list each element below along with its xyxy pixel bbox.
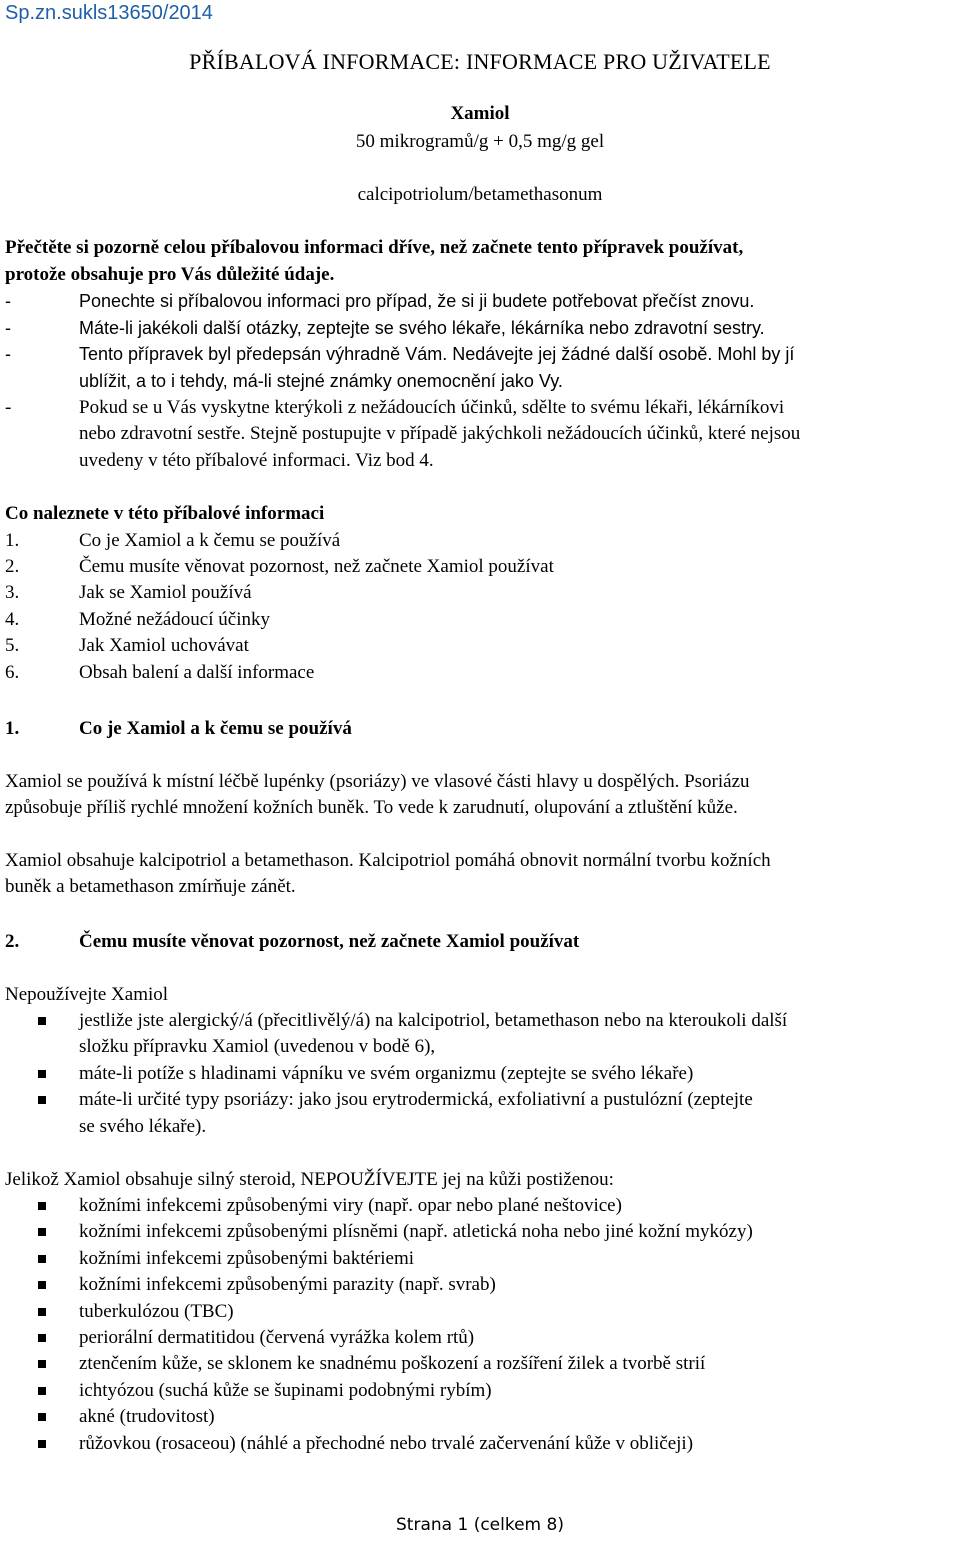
section-2-subheading: Nepoužívejte Xamiol xyxy=(5,984,169,1005)
list-item: máte-li potíže s hladinami vápníku ve svém organizmu (zeptejte se svého lékaře) xyxy=(79,1063,694,1084)
list-item: růžovkou (rosaceou) (náhlé a přechodné nebo trvalé začervenání kůže v obličeji) xyxy=(79,1433,694,1454)
toc-item: Možné nežádoucí účinky xyxy=(79,609,270,630)
section-1-number: 1. xyxy=(5,718,20,739)
dash-bullet: - xyxy=(5,291,11,311)
toc-number: 1. xyxy=(5,530,20,551)
toc-number: 4. xyxy=(5,609,20,630)
bullet-square-icon xyxy=(38,1096,46,1104)
list-item: periorální dermatitidou (červená vyrážka kolem rtů) xyxy=(79,1327,475,1348)
list-item: ztenčením kůže, se sklonem ke snadnému poškození a rozšíření žilek a tvorbě strií xyxy=(79,1353,706,1374)
toc-item: Jak Xamiol uchovávat xyxy=(79,635,249,656)
section-1-paragraph-2-cont: buněk a betamethason zmírňuje zánět. xyxy=(5,876,296,897)
bullet-square-icon xyxy=(38,1070,46,1078)
list-item-continuation: se svého lékaře). xyxy=(79,1116,207,1137)
toc-number: 3. xyxy=(5,582,20,603)
dash-bullet: - xyxy=(5,318,11,338)
list-item-continuation: ublížit, a to i tehdy, má-li stejné známky onemocnění jako Vy. xyxy=(79,371,563,391)
section-1-heading: Co je Xamiol a k čemu se používá xyxy=(79,718,352,739)
bullet-square-icon xyxy=(38,1308,46,1316)
list-item: akné (trudovitost) xyxy=(79,1406,215,1427)
list-item: kožními infekcemi způsobenými baktériemi xyxy=(79,1248,415,1269)
list-item: Ponechte si příbalovou informaci pro případ, že si ji budete potřebovat přečíst znovu. xyxy=(79,291,755,311)
bullet-square-icon xyxy=(38,1255,46,1263)
bullet-square-icon xyxy=(38,1360,46,1368)
bullet-square-icon xyxy=(38,1334,46,1342)
list-item: kožními infekcemi způsobenými plísněmi (např. atletická noha nebo jiné kožní mykózy) xyxy=(79,1221,753,1242)
list-item: tuberkulózou (TBC) xyxy=(79,1301,234,1322)
leaflet-title: PŘÍBALOVÁ INFORMACE: INFORMACE PRO UŽIVATELE xyxy=(189,49,771,74)
bullet-square-icon xyxy=(38,1017,46,1025)
section-2-number: 2. xyxy=(5,931,20,952)
toc-number: 5. xyxy=(5,635,20,656)
dash-bullet: - xyxy=(5,344,11,364)
section-1-paragraph-1: Xamiol se používá k místní léčbě lupénky (psoriázy) ve vlasové části hlavy u dospělých. Psoriázu xyxy=(5,771,750,792)
toc-item: Co je Xamiol a k čemu se používá xyxy=(79,530,341,551)
intro-line-2: protože obsahuje pro Vás důležité údaje. xyxy=(5,264,335,285)
document-reference: Sp.zn.sukls13650/2014 xyxy=(5,2,213,24)
page-number: Strana 1 (celkem 8) xyxy=(396,1515,564,1535)
section-1-paragraph-2: Xamiol obsahuje kalcipotriol a betamethason. Kalcipotriol pomáhá obnovit normální tvorbu kožních xyxy=(5,850,771,871)
list-item: Pokud se u Vás vyskytne kterýkoli z nežádoucích účinků, sdělte to svému lékaři, lékárníkovi xyxy=(79,397,785,418)
list-item: ichtyózou (suchá kůže se šupinami podobnými rybím) xyxy=(79,1380,492,1401)
steroid-intro: Jelikož Xamiol obsahuje silný steroid, NEPOUŽÍVEJTE jej na kůži postiženou: xyxy=(5,1169,614,1190)
bullet-square-icon xyxy=(38,1228,46,1236)
list-item: kožními infekcemi způsobenými parazity (např. svrab) xyxy=(79,1274,496,1295)
toc-number: 2. xyxy=(5,556,20,577)
list-item: kožními infekcemi způsobenými viry (např. opar nebo plané neštovice) xyxy=(79,1195,622,1216)
bullet-square-icon xyxy=(38,1202,46,1210)
toc-heading: Co naleznete v této příbalové informaci xyxy=(5,503,325,524)
intro-line-1: Přečtěte si pozorně celou příbalovou informaci dříve, než začnete tento přípravek používat, xyxy=(5,237,744,258)
product-name: Xamiol xyxy=(450,103,510,124)
dash-bullet: - xyxy=(5,397,12,418)
product-strength-text: 50 mikrogramů/g + 0,5 mg/g gel xyxy=(355,131,605,152)
section-1-paragraph-1-cont: způsobuje příliš rychlé množení kožních buněk. To vede k zarudnutí, olupování a ztluštění kůže. xyxy=(5,797,738,818)
bullet-square-icon xyxy=(38,1440,46,1448)
bullet-square-icon xyxy=(38,1387,46,1395)
list-item-continuation: nebo zdravotní sestře. Stejně postupujte v případě jakýchkoli nežádoucích účinků, které nejsou xyxy=(79,423,801,444)
bullet-square-icon xyxy=(38,1413,46,1421)
product-strength xyxy=(0,129,960,155)
section-2-heading: Čemu musíte věnovat pozornost, než začnete Xamiol používat xyxy=(79,931,580,952)
toc-number: 6. xyxy=(5,662,20,683)
list-item-continuation: složku přípravku Xamiol (uvedenou v bodě 6), xyxy=(79,1036,436,1057)
list-item: Máte-li jakékoli další otázky, zeptejte se svého lékaře, lékárníka nebo zdravotní sestry. xyxy=(79,318,765,338)
list-item: Tento přípravek byl předepsán výhradně Vám. Nedávejte jej žádné další osobě. Mohl by jí xyxy=(79,344,795,364)
bullet-square-icon xyxy=(38,1281,46,1289)
active-substance: calcipotriolum/betamethasonum xyxy=(357,184,603,205)
list-item: máte-li určité typy psoriázy: jako jsou erytrodermická, exfoliativní a pustulózní (zeptejte xyxy=(79,1089,753,1110)
toc-item: Čemu musíte věnovat pozornost, než začnete Xamiol používat xyxy=(79,556,554,577)
toc-item: Obsah balení a další informace xyxy=(79,662,315,683)
toc-item: Jak se Xamiol používá xyxy=(79,582,252,603)
list-item-continuation: uvedeny v této příbalové informaci. Viz bod 4. xyxy=(79,450,434,471)
list-item: jestliže jste alergický/á (přecitlivělý/á) na kalcipotriol, betamethason nebo na kterou​koli další xyxy=(79,1010,788,1031)
